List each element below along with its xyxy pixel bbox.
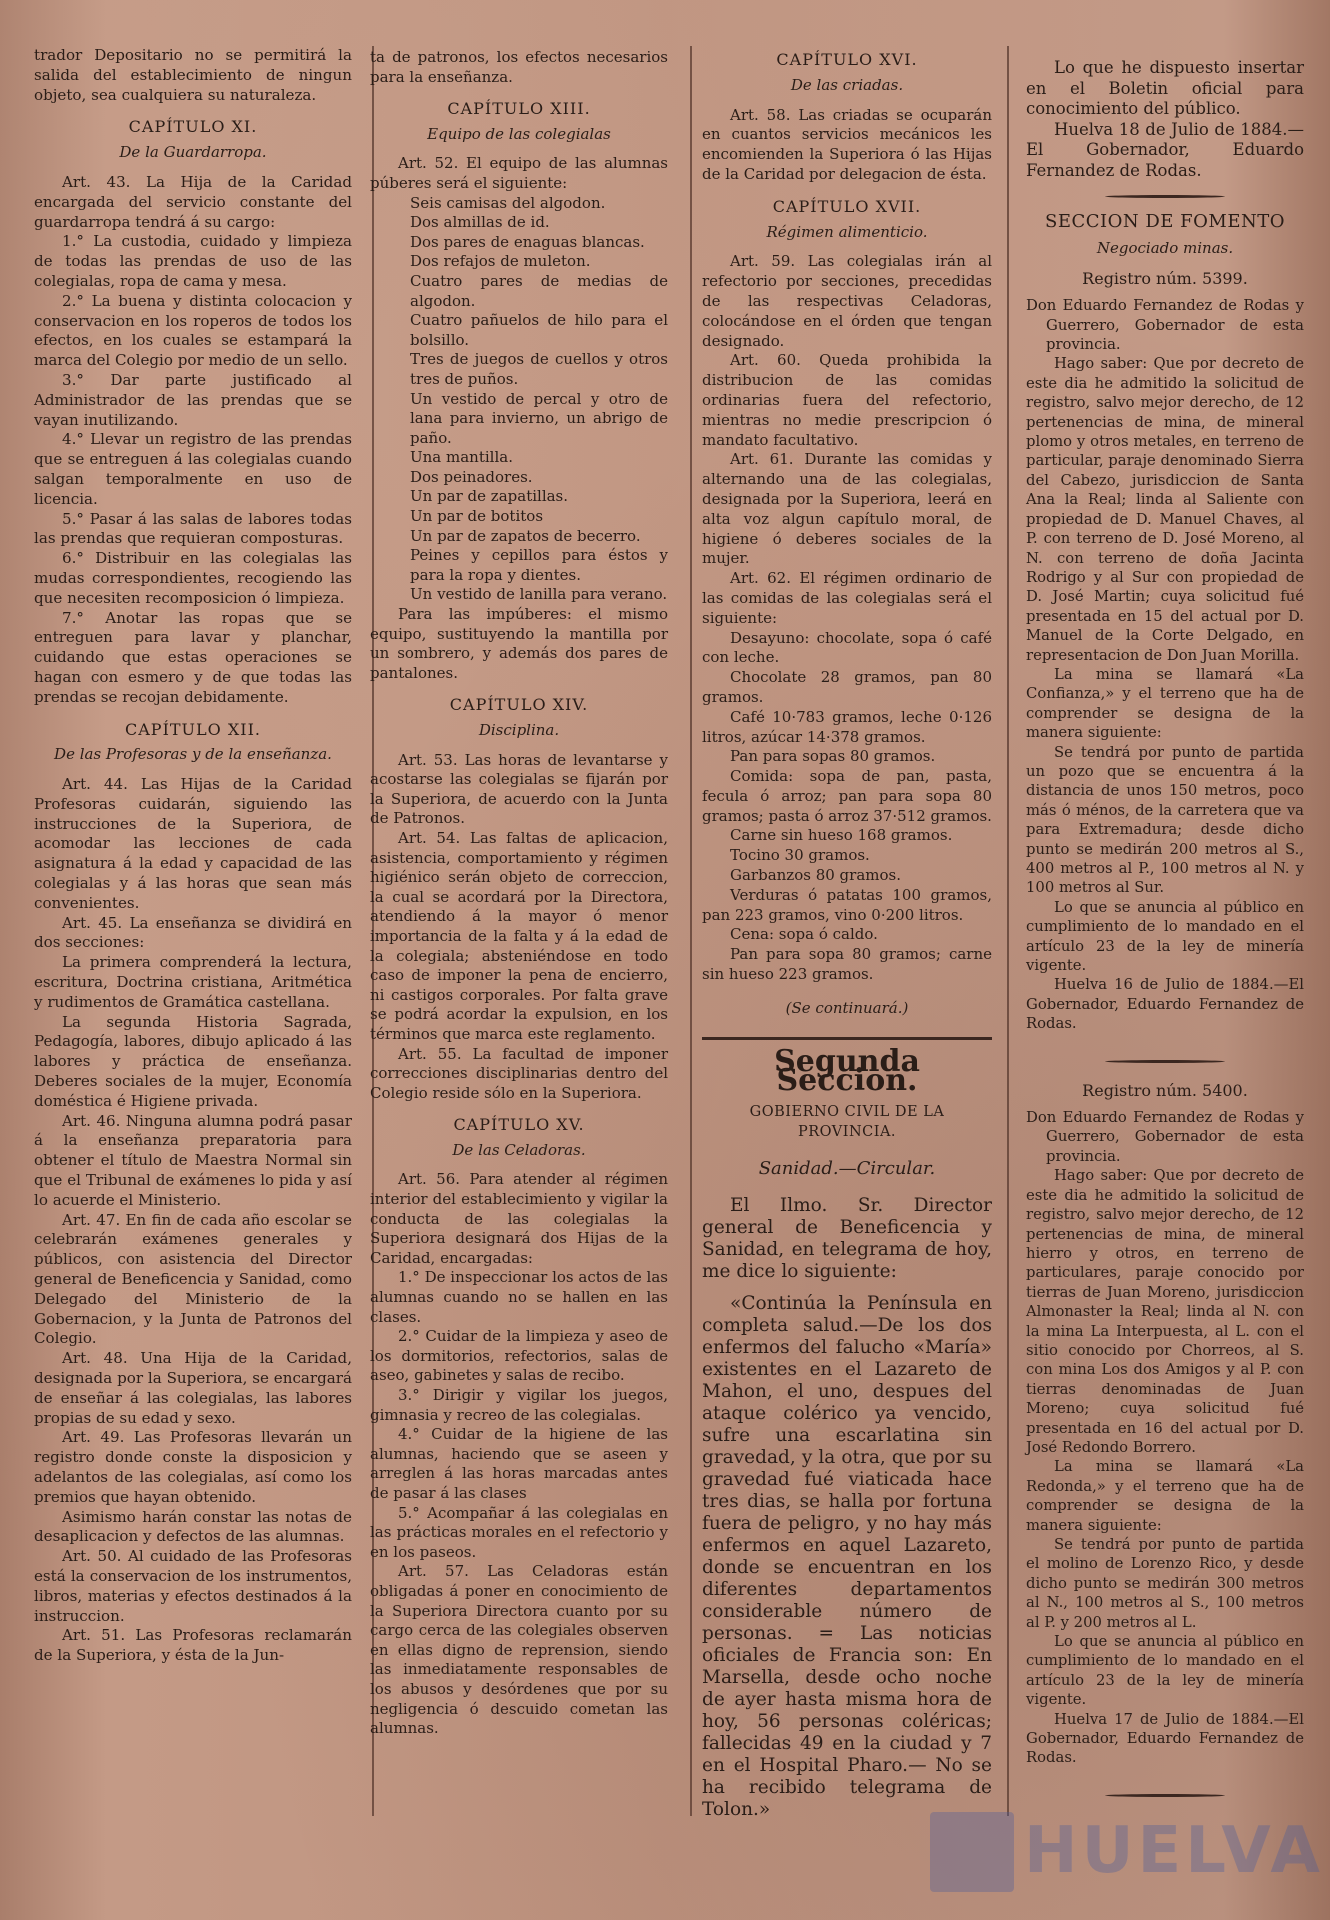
paragraph: Asimismo harán constar las notas de desaplicacion y defectos de las alumnas.	[34, 1507, 352, 1546]
section-heading: Segunda Seccion.	[774, 1043, 920, 1099]
paragraph: Hago saber: Que por decreto de este dia he admitido la solicitud de registro, salvo mejor derecho, de 12 pertenencias de mina, de mineral plomo y otros metales, en terreno de particular, paraje denominado Sierra del Cabezo, jurisdiccion de Santa Ana la Real; linda al Saliente con propiedad de D. Manuel Chaves, al P. con terreno de D. José Moreno, al N. con terreno de doña Jacinta Rodrigo y al Sur con propiedad de D. José Martin; cuya solicitud fué presentada en 15 del actual por D. Manuel de la Corte Delgado, en representacion de Don Juan Morilla.	[1026, 355, 1304, 664]
article: Art. 43. La Hija de la Caridad encargada del servicio constante del guardarropa tendrá á su cargo:	[34, 172, 352, 231]
paragraph: Lo que se anuncia al público en cumplimiento de lo mandado en el artículo 23 de la ley de minería vigente.	[1026, 1633, 1304, 1709]
menu-line: Verduras ó patatas 100 gramos, pan 223 gramos, vino 0·200 litros.	[702, 885, 992, 924]
paragraph: La mina se llamará «La Redonda,» y el terreno que ha de comprender se designa de la manera siguiente:	[1026, 1458, 1304, 1534]
chapter-heading: CAPÍTULO XIII.	[447, 99, 591, 119]
archive-logo-icon	[930, 1812, 1014, 1892]
article: Art. 55. La facultad de imponer correcciones disciplinarias dentro del Colegio reside sólo en la Superiora.	[370, 1044, 668, 1102]
list-item: Un vestido de lanilla para verano.	[410, 585, 668, 604]
article-item: 5.° Pasar á las salas de labores todas las prendas que requieran composturas.	[34, 509, 352, 548]
article: Art. 59. Las colegialas irán al refectorio por secciones, precedidas de las respectivas Celadoras, colocándose en el órden que tengan designado.	[702, 252, 992, 350]
chapter-subtitle: Equipo de las colegialas	[427, 124, 611, 143]
article: Art. 45. La enseñanza se dividirá en dos secciones:	[34, 913, 352, 952]
article-item: 7.° Anotar las ropas que se entreguen para lavar y planchar, cuidando que estas operaciones se hagan con esmero y de que todas las prendas se recojan debidamente.	[34, 608, 352, 706]
list-item: Dos peinadores.	[410, 467, 533, 486]
paragraph: Don Eduardo Fernandez de Rodas y Guerrero, Gobernador de esta provincia.	[1026, 297, 1304, 354]
continuation-note: (Se continuará.)	[785, 998, 909, 1017]
article: Art. 56. Para atender al régimen interior del establecimiento y vigilar la conducta de las colegialas la Superiora designará dos Hijas de la Caridad, encargadas:	[370, 1170, 668, 1267]
menu-line: Garbanzos 80 gramos.	[730, 866, 901, 885]
menu-line: Comida: sopa de pan, pasta, fecula ó arroz; pan para sopa 80 gramos; pasta ó arroz 37·512 gramos.	[702, 767, 992, 825]
chapter-heading: CAPÍTULO XV.	[453, 1115, 585, 1135]
department-heading: GOBIERNO CIVIL DE LA PROVINCIA.	[749, 1104, 945, 1141]
list-item: Un par de botitos	[410, 507, 544, 526]
list-item: Seis camisas del algodon.	[410, 193, 606, 212]
article-item: 2.° Cuidar de la limpieza y aseo de los dormitorios, refectorios, salas de aseo, gabinetes y salas de recibo.	[370, 1327, 668, 1385]
article-item: 3.° Dirigir y vigilar los juegos, gimnasia y recreo de las colegialas.	[370, 1386, 668, 1424]
menu-line: Chocolate 28 gramos, pan 80 gramos.	[702, 668, 992, 706]
chapter-subtitle: De las Celadoras.	[452, 1140, 586, 1159]
paragraph: Huelva 18 de Julio de 1884.— El Gobernador, Eduardo Fernandez de Rodas.	[1026, 119, 1304, 180]
column-1	[34, 46, 352, 1666]
menu-line: Café 10·783 gramos, leche 0·126 litros, azúcar 14·378 gramos.	[702, 707, 992, 746]
menu-line: Tocino 30 gramos.	[730, 846, 870, 865]
paragraph: Don Eduardo Fernandez de Rodas y Guerrero, Gobernador de esta provincia.	[1026, 1109, 1304, 1165]
column-rule	[1007, 46, 1009, 1816]
list-item: Un par de zapatillas.	[410, 487, 569, 506]
paragraph: Lo que se anuncia al público en cumplimiento de lo mandado en el artículo 23 de la ley de minería vigente.	[1026, 898, 1304, 975]
list-item: Dos almillas de id.	[410, 213, 550, 232]
article: Art. 57. Las Celadoras están obligadas á poner en conocimiento de la Superiora Directora cuanto por su cargo cerca de las colegiales observen en ellas digno de reprension, siendo las inmediatamente responsables de los abusos y desórdenes que por su negligencia ó descuido cometan las alumnas.	[370, 1562, 668, 1738]
article: Art. 51. Las Profesoras reclamarán de la Superiora, y ésta de la Jun-	[34, 1626, 352, 1665]
article: Art. 61. Durante las comidas y alternando una de las colegialas, designada por la Superiora, leerá en alta voz algun capítulo moral, de higiene ó deberes sociales de la mujer.	[702, 450, 992, 568]
chapter-heading: CAPÍTULO XVII.	[772, 196, 922, 216]
registry-heading: Registro núm. 5399.	[1082, 268, 1248, 288]
list-item: Cuatro pares de medias de algodon.	[410, 271, 668, 310]
chapter-subtitle: De las Profesoras y de la enseñanza.	[54, 745, 332, 764]
chapter-subtitle: Disciplina.	[478, 721, 560, 739]
list-item: Peines y cepillos para éstos y para la ropa y dientes.	[410, 546, 668, 584]
article-item: 1.° La custodia, cuidado y limpieza de todas las prendas de uso de las colegialas, ropa de cama y mesa.	[34, 232, 352, 290]
article-item: 4.° Llevar un registro de las prendas que se entreguen á las colegialas cuando salgan temporalmente en uso de licencia.	[34, 430, 352, 508]
article: Art. 52. El equipo de las alumnas púberes será el siguiente:	[370, 154, 668, 192]
column-2	[370, 48, 668, 1739]
menu-line: Cena: sopa ó caldo.	[730, 925, 878, 944]
article: Art. 46. Ninguna alumna podrá pasar á la enseñanza preparatoria para obtener el título de Maestra Normal sin que el Tribunal de exámenes lo pida y así lo acuerde el Ministerio.	[34, 1111, 352, 1209]
circular-heading: Sanidad.—Circular.	[758, 1157, 936, 1179]
article: Art. 58. Las criadas se ocuparán en cuantos servicios mecánicos les encomienden la Superiora ó las Hijas de la Caridad por delegacion de ésta.	[702, 105, 992, 183]
article-item: 6.° Distribuir en las colegialas las mudas correspondientes, recogiendo las que necesiten recomposicion ó limpieza.	[34, 549, 352, 607]
ornament-divider	[1105, 195, 1225, 198]
chapter-subtitle: De las criadas.	[790, 75, 904, 94]
paragraph: Para las impúberes: el mismo equipo, sustituyendo la mantilla por un sombrero, y además dos pares de pantalones.	[370, 605, 668, 682]
paragraph: Se tendrá por punto de partida el molino de Lorenzo Rico, y desde dicho punto se medirán 300 metros al N., 100 metros al S., 100 metros al P. y 200 metros al L.	[1026, 1536, 1304, 1631]
section-subtitle: Negociado minas.	[1096, 239, 1234, 258]
menu-line: Desayuno: chocolate, sopa ó café con leche.	[702, 628, 992, 667]
menu-line: Pan para sopas 80 gramos.	[730, 747, 936, 766]
list-item: Dos refajos de muleton.	[410, 252, 591, 271]
watermark-text: HUELVA	[1024, 1814, 1324, 1888]
menu-line: Pan para sopa 80 gramos; carne sin hueso 223 gramos.	[702, 945, 992, 984]
archive-watermark	[930, 1808, 1324, 1896]
list-item: Un vestido de percal y otro de lana para invierno, un abrigo de paño.	[410, 389, 668, 447]
column-3	[702, 50, 992, 1821]
chapter-heading: CAPÍTULO XVI.	[776, 50, 918, 69]
paragraph: El Ilmo. Sr. Director general de Beneficencia y Sanidad, en telegrama de hoy, me dice lo siguiente:	[702, 1194, 992, 1282]
article: Art. 53. Las horas de levantarse y acostarse las colegialas se fijarán por la Superiora, de acuerdo con la Junta de Patronos.	[370, 750, 668, 828]
article-item: 5.° Acompañar á las colegialas en las prácticas morales en el refectorio y en los paseos.	[370, 1503, 668, 1561]
column-rule	[690, 46, 692, 1816]
section-divider	[702, 1037, 992, 1040]
column-4	[1026, 58, 1304, 1797]
ornament-divider	[1105, 1794, 1225, 1797]
list-item: Cuatro pañuelos de hilo para el bolsillo.	[410, 311, 668, 349]
chapter-subtitle: De la Guardarropa.	[119, 143, 267, 162]
article: Art. 50. Al cuidado de las Profesoras está la conservacion de los instrumentos, libros, materias y efectos destinados á la instruccion.	[34, 1547, 352, 1625]
article-item: 4.° Cuidar de la higiene de las alumnas, haciendo que se aseen y arreglen á las horas marcadas antes de pasar á las clases	[370, 1425, 668, 1502]
article-item: 2.° La buena y distinta colocacion y conservacion en los roperos de todos los efectos, en los cuales se estampará la marca del Colegio por medio de un sello.	[34, 291, 352, 370]
chapter-heading: CAPÍTULO XIV.	[449, 695, 589, 715]
paragraph: Huelva 16 de Julio de 1884.—El Gobernador, Eduardo Fernandez de Rodas.	[1026, 976, 1304, 1033]
paragraph: La segunda Historia Sagrada, Pedagogía, labores, dibujo aplicado á las labores y práctica de enseñanza. Deberes sociales de la mujer, Economía doméstica é Higiene privada.	[34, 1012, 352, 1110]
registry-heading: Registro núm. 5400.	[1082, 1080, 1248, 1100]
paragraph: Se tendrá por punto de partida un pozo que se encuentra á la distancia de unos 150 metros, poco más ó ménos, de la carretera que va para Extremadura; desde dicho punto se medirán 200 metros al S., 400 metros al P., 100 metros al N. y 100 metros al Sur.	[1026, 743, 1304, 897]
paragraph: Hago saber: Que por decreto de este dia he admitido la solicitud de registro, salvo mejor derecho, de 12 pertenencias de mina, de mineral hierro y otros, en terreno de particulares, paraje conocido por tierras de Juan Moreno, jurisdiccion Almonaster la Real; linda al N. con la mina La Interpuesta, al L. con el sitio conocido por Chorreos, al S. con mina Los dos Amigos y al P. con tierras denominadas de Juan Moreno; cuya solicitud fué presentada en 16 del actual por D. José Redondo Borrero.	[1026, 1167, 1304, 1456]
article-item: 1.° De inspeccionar los actos de las alumnas cuando no se hallen en las clases.	[370, 1268, 668, 1326]
article: Art. 47. En fin de cada año escolar se celebrarán exámenes generales y públicos, con asistencia del Director general de Beneficencia y Sanidad, como Delegado del Ministerio de la Gobernacion, y la Junta de Patronos del Colegio.	[34, 1210, 352, 1348]
list-item: Tres de juegos de cuellos y otros tres de puños.	[410, 350, 668, 388]
paragraph: ta de patronos, los efectos necesarios para la enseñanza.	[370, 48, 668, 86]
article: Art. 54. Las faltas de aplicacion, asistencia, comportamiento y régimen higiénico serán objeto de correccion, la cual se acordará por la Directora, atendiendo á la mayor ó menor importancia de la falta y á la edad de la colegiala; absteniéndose en todo caso de imponer la pena de encierro, ni castigos corporales. Por falta grave se podrá acordar la expulsion, en los términos que marca este reglamento.	[370, 828, 668, 1043]
paragraph: Lo que he dispuesto insertar en el Boletin oficial para conocimiento del público.	[1026, 58, 1304, 118]
article: Art. 49. Las Profesoras llevarán un registro donde conste la disposicion y adelantos de las colegialas, así como los premios que hayan obtenido.	[34, 1428, 352, 1506]
paragraph: Huelva 17 de Julio de 1884.—El Gobernador, Eduardo Fernandez de Rodas.	[1026, 1710, 1304, 1767]
ornament-divider	[1105, 1060, 1225, 1063]
chapter-subtitle: Régimen alimenticio.	[766, 222, 928, 241]
list-item: Una mantilla.	[410, 448, 513, 467]
chapter-heading: CAPÍTULO XII.	[125, 719, 261, 739]
list-item: Dos pares de enaguas blancas.	[410, 232, 645, 251]
article: Art. 60. Queda prohibida la distribucion de las comidas ordinarias fuera del refectorio, mientras no medie prescripcion ó mandato facultativo.	[702, 351, 992, 449]
article: Art. 62. El régimen ordinario de las comidas de las colegialas será el siguiente:	[702, 569, 992, 627]
paragraph: La mina se llamará «La Confianza,» y el terreno que ha de comprender se designa de la manera siguiente:	[1026, 665, 1304, 742]
chapter-heading: CAPÍTULO XI.	[128, 117, 258, 137]
equipment-list	[370, 194, 668, 605]
paragraph: trador Depositario no se permitirá la salida del establecimiento de ningun objeto, sea cualquiera su naturaleza.	[34, 46, 352, 104]
article: Art. 48. Una Hija de la Caridad, designada por la Superiora, se encargará de enseñar á las colegialas, las labores propias de su edad y sexo.	[34, 1349, 352, 1427]
article-item: 3.° Dar parte justificado al Administrador de las prendas que se vayan inutilizando.	[34, 370, 352, 429]
list-item: Un par de zapatos de becerro.	[410, 526, 641, 545]
paragraph: «Continúa la Península en completa salud.—De los dos enfermos del falucho «María» existentes en el Lazareto de Mahon, el uno, despues del ataque colérico ya vencido, sufre una escarlatina sin gravedad, y la otra, que por su gravedad fué viaticada hace tres dias, se halla por fortuna fuera de peligro, y no hay más enfermos en aquel Lazareto, donde se encuentran en los diferentes departamentos considerable número de personas. = Las noticias oficiales de Francia son: En Marsella, desde ocho noche de ayer hasta misma hora de hoy, 56 personas coléricas; fallecidas 49 en la ciudad y 7 en el Hospital Pharo.— No se ha recibido telegrama de Tolon.»	[702, 1292, 992, 1820]
menu-line: Carne sin hueso 168 gramos.	[730, 826, 953, 845]
section-heading: SECCION DE FOMENTO	[1045, 211, 1285, 232]
article: Art. 44. Las Hijas de la Caridad Profesoras cuidarán, siguiendo las instrucciones de la Superiora, de acomodar las lecciones de cada asignatura á la edad y capacidad de las colegialas y á las horas que sean más convenientes.	[34, 775, 352, 912]
paragraph: La primera comprenderá la lectura, escritura, Doctrina cristiana, Aritmética y rudimentos de Gramática castellana.	[34, 953, 352, 1011]
